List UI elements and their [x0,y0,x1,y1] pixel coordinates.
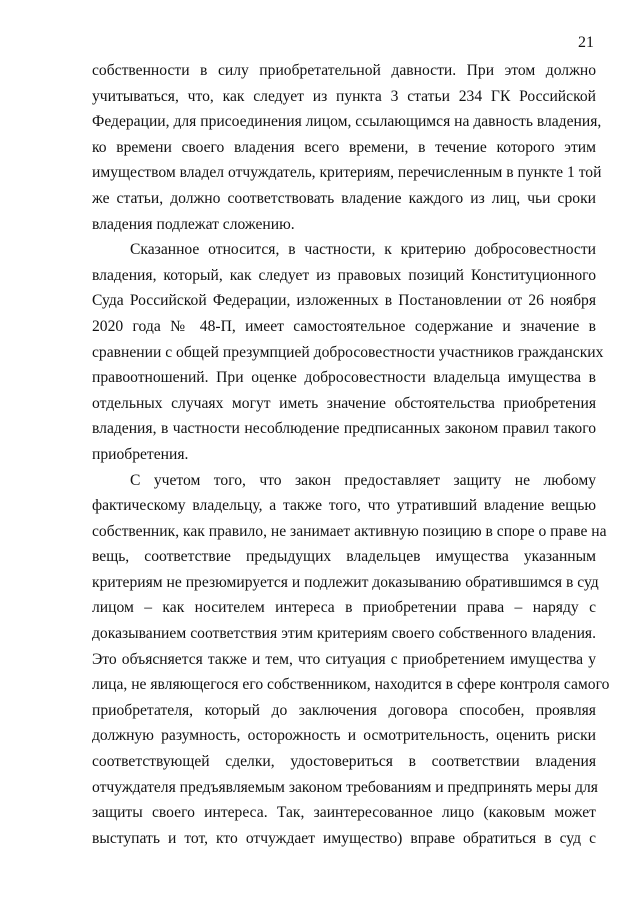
text-line: лица, не являющегося его собственником, находится в сфере контроля самого [92,676,610,694]
text-line: отдельных случаях могут иметь значение обстоятельства приобретения [92,394,596,412]
paragraph [92,237,604,467]
text-line: доказыванием соответствия этим критериям своего собственного владения. [92,625,596,643]
text-line: ко времени своего владения всего времени, в течение которого этим [92,138,596,156]
text-line: должную разумность, осторожность и осмотрительность, оценить риски [92,727,596,745]
text-line: лицом – как носителем интереса в приобретении права – наряду с [92,599,596,617]
text-line: приобретателя, который до заключения договора способен, проявляя [92,701,596,719]
text-line: же статьи, должно соответствовать владение каждого из лиц, чьи сроки [92,189,596,207]
document-body [92,58,610,851]
text-line: 2020 года № 48-П, имеет самостоятельное содержание и значение в [92,317,596,335]
page-number: 21 [578,34,594,51]
text-line: собственник, как правило, не занимает активную позицию в споре о праве на [92,522,607,540]
text-line: Суда Российской Федерации, изложенных в Постановлении от 26 ноября [92,292,596,310]
text-line: Федерации, для присоединения лицом, ссылающимся на давность владения, [92,113,602,131]
text-line: выступать и тот, кто отчуждает имущество) вправе обратиться в суд с [92,829,596,847]
text-line: отчуждателя предъявляемым законом требованиям и предпринять меры для [92,778,598,796]
text-line: Это объясняется также и тем, что ситуация с приобретением имущества у [92,650,596,668]
text-line: сравнении с общей презумпцией добросовестности участников гражданских [92,343,604,361]
text-line: фактическому владельцу, а также того, что утративший владение вещью [92,497,596,515]
text-line: С учетом того, что закон предоставляет защиту не любому [130,471,596,489]
text-line: владения, который, как следует из правовых позиций Конституционного [92,266,596,284]
text-line: вещь, соответствие предыдущих владельцев имущества указанным [92,548,596,566]
paragraph [92,468,610,852]
text-line: соответствующей сделки, удостовериться в соответствии владения [92,753,596,771]
paragraph [92,58,602,237]
text-line: Сказанное относится, в частности, к критерию добросовестности [130,241,596,259]
text-line: правоотношений. При оценке добросовестности владельца имущества в [92,369,596,387]
text-line: владения, в частности несоблюдение предписанных законом правил такого [92,420,596,438]
text-line: защиты своего интереса. Так, заинтересованное лицо (каковым может [92,804,596,822]
text-line: приобретения. [92,445,189,463]
text-line: имуществом владел отчуждатель, критериям, перечисленным в пункте 1 той [92,164,602,182]
text-line: критериям не презюмируется и подлежит доказыванию обратившимся в суд [92,573,599,591]
text-line: учитываться, что, как следует из пункта 3 статьи 234 ГК Российской [92,87,596,105]
text-line: собственности в силу приобретательной давности. При этом должно [92,62,596,79]
text-line: владения подлежат сложению. [92,215,295,233]
